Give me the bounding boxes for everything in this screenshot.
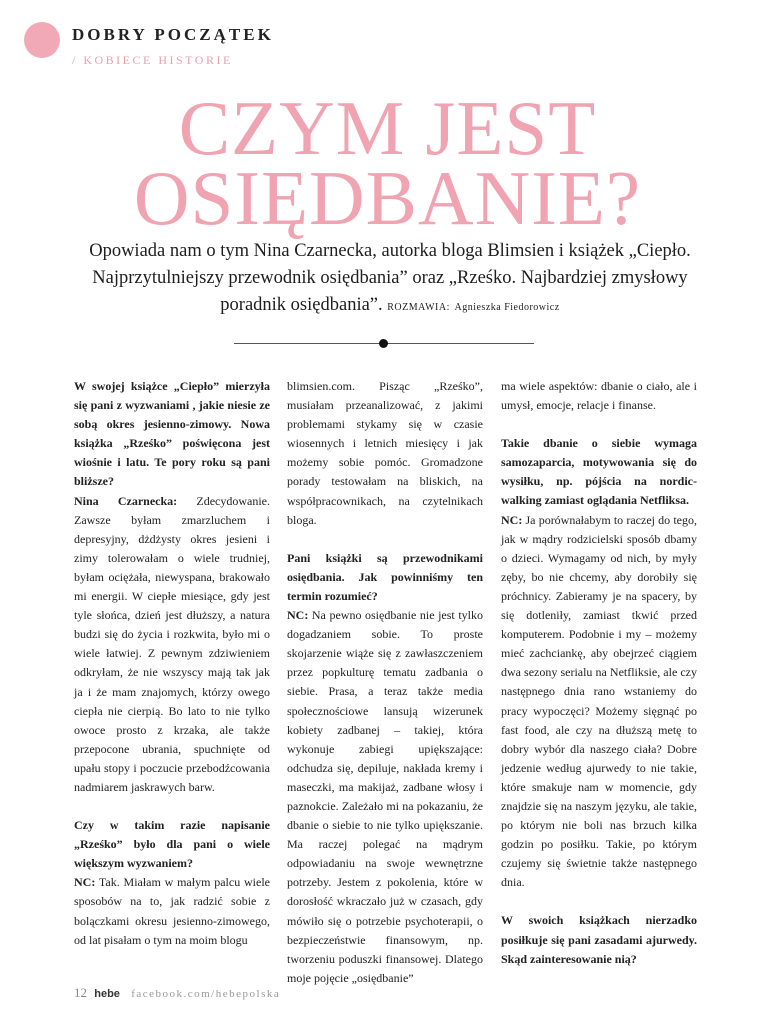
article-lead <box>60 238 720 321</box>
brand-logo: hebe <box>94 988 120 1000</box>
article-column-3 <box>501 377 697 969</box>
page-number: 12 <box>74 985 87 1000</box>
section-title: DOBRY POCZĄTEK <box>72 25 274 44</box>
answer-speaker: Nina Czarnecka: <box>74 493 178 508</box>
answer-speaker: NC: <box>501 512 523 527</box>
question: W swojej książce „Ciepło” mierzyła się pani z wyzwaniami , jakie niesie ze sobą okres jesienno-zimowy. Nowa książka „Rześko” poświęcona jest wiośnie i latu. Te pory roku są pani bliższe? <box>74 379 270 489</box>
answer-text: Ja porównałabym to raczej do tego, jak w mądry rodzicielski sposób dbamy o dzieci. Wymagamy od nich, by myły zęby, bo nie chcemy, aby dorobiły się próchnicy. Zabieramy je na spacery, by się dotleniły, zamiast tkwić przed komputerem. Podobnie i my – możemy mieć zachciankę, aby obejrzeć ciągiem dwa sezony serialu na Netfliksie, ale czy następnego dnia rano wstaniemy do pracy wypoczęci? Możemy sięgnąć po fast food, ale czy na dłuższą metę to dobry wybór dla naszego ciała? Dobre jedzenie według ajurwedy to nie takie, które smakuje nam w momencie, gdy znajdzie się na naszym języku, ale takie, po którym nie boli nas brzuch kilka godzin po posiłku. Takie, po którym czujemy się świetnie także następnego dnia. <box>501 512 698 890</box>
question: Takie dbanie o siebie wymaga samozaparcia, motywowania się do wysiłku, np. pójścia na nordic-walking zamiast oglądania Netfliksa. <box>501 436 697 508</box>
paragraph-text: ma wiele aspektów: dbanie o ciało, ale i umysł, emocje, relacje i finanse. <box>501 379 697 413</box>
answer-text: Zdecydowanie. Zawsze byłam zmarzluchem i depresyjny, dżdżysty okres jesieni i zimy tolerowałam o wiele trudniej, byłam ociężała, niewyspana, brakowało mi energii. W ciepłe miesiące, gdy jest tyle słońca, dzień jest dłuższy, a natura budzi się do życia i rozkwita, było mi o wiele łatwiej. Z pewnym zdziwieniem odkryłam, że nie wszyscy mają tak jak ja i że mam znajomych, którzy owego ciepła nie cierpią. Bo lato to nie tylko owoce prosto z krzaka, ale także przepocone ubrania, spuchnięte od upału stopy i poczucie przebodźcowania nadmiarem jaskrawych barw. <box>74 493 270 794</box>
question: Czy w takim razie napisanie „Rześko” było dla pani o wiele większym wyzwaniem? <box>74 818 270 871</box>
article-column-1 <box>74 377 270 969</box>
title-line-2: OSIĘDBANIE? <box>133 155 642 241</box>
answer-text: Na pewno osiędbanie nie jest tylko dogadzaniem sobie. To proste skojarzenie wiąże się z zawłaszczeniem przez popkulturę tematu zadbania o siebie. Prasa, a teraz także media społecznościowe lansują wizerunek kobiety zadbanej – takiej, która wykonuje zabiegi upiększające: odchudza się, depiluje, nakłada kremy i maseczki, ma makijaż, zadbane włosy i paznokcie. Zależało mi na pokazaniu, że dbanie o siebie to nie tylko upiększanie. Ma raczej polegać na mądrym odpowiadaniu na swoje wewnętrzne potrzeby. Jestem z pokolenia, które w dorosłość wkraczało już w czasach, gdy mówiło się o potrzebie psychoterapii, o bezpieczeństwie finansowym, np. tworzeniu poduszki finansowej. Dlatego moje pojęcie „osiędbanie” <box>287 608 483 985</box>
section-subtitle: / KOBIECE HISTORIE <box>72 53 233 67</box>
divider-dot <box>379 339 388 348</box>
question: Pani książki są przewodnikami osiędbania. Jak powinniśmy ten termin rozumieć? <box>287 550 483 603</box>
answer-speaker: NC: <box>74 875 96 890</box>
page-footer <box>74 985 280 1001</box>
facebook-link[interactable]: facebook.com/hebepolska <box>131 988 281 1000</box>
answer-text: Tak. Miałam w małym palcu wiele sposobów na to, jak radzić sobie z bolączkami okresu jesienno-zimowego, od lat pisałam o tym na moim blogu <box>74 875 270 947</box>
paragraph-text: blimsien.com. Pisząc „Rześko”, musiałam przeanalizować, z jakimi problemami stykamy się w czasie wiosennych i letnich miesięcy i jak możemy sobie pomóc. Gromadzone porady testowałam na bliskich, na współpracownikach, na czytelnikach bloga. <box>287 379 483 527</box>
question: W swoich książkach nierzadko posiłkuje się pani zasadami ajurwedy. Skąd zainteresowanie nią? <box>501 913 697 966</box>
interview-label: ROZMAWIA: <box>387 302 450 313</box>
article-title <box>0 85 775 241</box>
title-line-1: CZYM JEST <box>178 85 597 171</box>
article-column-2 <box>287 377 483 1007</box>
decorative-circle <box>24 22 60 58</box>
interviewer-name: Agnieszka Fiedorowicz <box>454 302 560 313</box>
answer-speaker: NC: <box>287 608 309 623</box>
lead-text: Opowiada nam o tym Nina Czarnecka, autorka bloga Blimsien i książek „Ciepło. Najprzytulniejszy przewodnik osiędbania” oraz „Rześko. Najbardziej zmysłowy poradnik osiędbania”. <box>89 241 691 315</box>
